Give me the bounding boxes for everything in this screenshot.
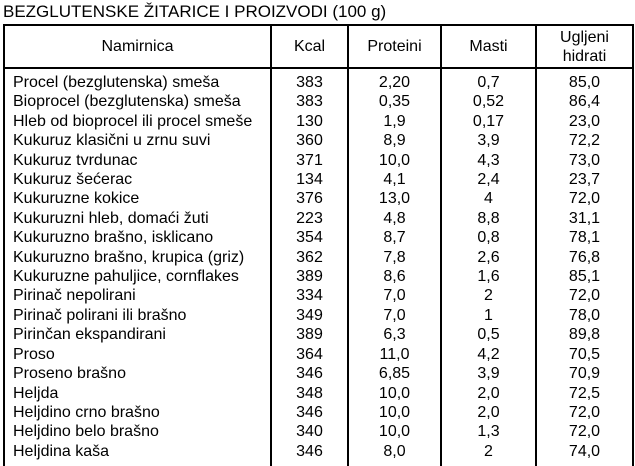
column-header-kcal: Kcal xyxy=(271,25,348,68)
cell-ugljeni-hidrati: 73,0 xyxy=(536,151,633,170)
cell-masti: 1 xyxy=(441,306,536,325)
cell-proteini: 6,85 xyxy=(348,364,441,383)
cell-masti: 2,0 xyxy=(441,403,536,422)
cell-proteini: 2,20 xyxy=(348,68,441,92)
cell-proteini: 8,7 xyxy=(348,228,441,247)
cell-masti: 0,17 xyxy=(441,112,536,131)
cell-ugljeni-hidrati: 70,5 xyxy=(536,345,633,364)
cell-proteini: 6,3 xyxy=(348,325,441,344)
cell-kcal: 223 xyxy=(271,209,348,228)
page-title: BEZGLUTENSKE ŽITARICE I PROIZVODI (100 g) xyxy=(3,2,387,21)
cell-kcal: 354 xyxy=(271,228,348,247)
cell-ugljeni-hidrati: 72,0 xyxy=(536,286,633,305)
cell-masti: 4,3 xyxy=(441,151,536,170)
cell-kcal: 334 xyxy=(271,286,348,305)
cell-masti: 3,9 xyxy=(441,364,536,383)
column-header-ugljeni-hidrati-label: Ugljeni hidrati xyxy=(560,28,609,65)
cell-name: Hleb od bioprocel ili procel smeše xyxy=(4,112,271,131)
cell-ugljeni-hidrati: 74,0 xyxy=(536,442,633,466)
table-row xyxy=(4,325,633,344)
cell-kcal: 340 xyxy=(271,422,348,441)
cell-masti: 2 xyxy=(441,286,536,305)
cell-kcal: 348 xyxy=(271,384,348,403)
cell-name: Pirinčan ekspandirani xyxy=(4,325,271,344)
cell-ugljeni-hidrati: 72,5 xyxy=(536,384,633,403)
cell-kcal: 134 xyxy=(271,170,348,189)
cell-proteini: 0,35 xyxy=(348,92,441,111)
cell-kcal: 362 xyxy=(271,248,348,267)
table-row xyxy=(4,92,633,111)
cell-proteini: 8,9 xyxy=(348,131,441,150)
cell-proteini: 10,0 xyxy=(348,422,441,441)
cell-name: Proseno brašno xyxy=(4,364,271,383)
cell-masti: 0,5 xyxy=(441,325,536,344)
cell-ugljeni-hidrati: 78,0 xyxy=(536,306,633,325)
table-row xyxy=(4,112,633,131)
cell-name: Heljdino crno brašno xyxy=(4,403,271,422)
column-header-namirnica: Namirnica xyxy=(4,25,271,68)
nutrition-table xyxy=(3,24,634,466)
cell-proteini: 10,0 xyxy=(348,384,441,403)
table-row xyxy=(4,364,633,383)
table-row xyxy=(4,131,633,150)
cell-masti: 3,9 xyxy=(441,131,536,150)
cell-proteini: 7,8 xyxy=(348,248,441,267)
cell-proteini: 8,0 xyxy=(348,442,441,466)
cell-ugljeni-hidrati: 23,0 xyxy=(536,112,633,131)
table-row xyxy=(4,68,633,92)
cell-ugljeni-hidrati: 72,0 xyxy=(536,403,633,422)
cell-name: Heljdina kaša xyxy=(4,442,271,466)
cell-kcal: 349 xyxy=(271,306,348,325)
table-row xyxy=(4,384,633,403)
cell-name: Kukuruz klasični u zrnu suvi xyxy=(4,131,271,150)
cell-proteini: 8,6 xyxy=(348,267,441,286)
cell-proteini: 11,0 xyxy=(348,345,441,364)
cell-masti: 2,0 xyxy=(441,384,536,403)
cell-proteini: 4,8 xyxy=(348,209,441,228)
column-header-proteini: Proteini xyxy=(348,25,441,68)
cell-masti: 0,7 xyxy=(441,68,536,92)
cell-name: Pirinač polirani ili brašno xyxy=(4,306,271,325)
cell-proteini: 1,9 xyxy=(348,112,441,131)
cell-kcal: 371 xyxy=(271,151,348,170)
table-body xyxy=(4,68,633,466)
cell-proteini: 13,0 xyxy=(348,189,441,208)
cell-kcal: 360 xyxy=(271,131,348,150)
cell-masti: 2 xyxy=(441,442,536,466)
cell-name: Bioprocel (bezglutenska) smeša xyxy=(4,92,271,111)
cell-ugljeni-hidrati: 85,0 xyxy=(536,68,633,92)
cell-ugljeni-hidrati: 72,2 xyxy=(536,131,633,150)
cell-ugljeni-hidrati: 72,0 xyxy=(536,422,633,441)
cell-ugljeni-hidrati: 70,9 xyxy=(536,364,633,383)
cell-masti: 4 xyxy=(441,189,536,208)
cell-proteini: 10,0 xyxy=(348,151,441,170)
cell-name: Heljdino belo brašno xyxy=(4,422,271,441)
cell-proteini: 7,0 xyxy=(348,286,441,305)
table-row xyxy=(4,267,633,286)
table-row xyxy=(4,422,633,441)
cell-kcal: 346 xyxy=(271,364,348,383)
cell-proteini: 10,0 xyxy=(348,403,441,422)
cell-kcal: 383 xyxy=(271,68,348,92)
cell-kcal: 346 xyxy=(271,403,348,422)
cell-name: Kukuruzne kokice xyxy=(4,189,271,208)
cell-masti: 0,52 xyxy=(441,92,536,111)
table-row xyxy=(4,228,633,247)
table-row xyxy=(4,403,633,422)
header-row xyxy=(4,25,633,68)
cell-name: Kukuruzno brašno, krupica (griz) xyxy=(4,248,271,267)
column-header-masti: Masti xyxy=(441,25,536,68)
cell-masti: 4,2 xyxy=(441,345,536,364)
cell-name: Kukuruzno brašno, isklicano xyxy=(4,228,271,247)
cell-kcal: 389 xyxy=(271,267,348,286)
table-row xyxy=(4,286,633,305)
table-row xyxy=(4,248,633,267)
cell-name: Proso xyxy=(4,345,271,364)
cell-masti: 8,8 xyxy=(441,209,536,228)
cell-ugljeni-hidrati: 23,7 xyxy=(536,170,633,189)
cell-name: Kukuruzne pahuljice, cornflakes xyxy=(4,267,271,286)
cell-masti: 2,4 xyxy=(441,170,536,189)
cell-name: Kukuruzni hleb, domaći žuti xyxy=(4,209,271,228)
table-row xyxy=(4,442,633,466)
cell-masti: 0,8 xyxy=(441,228,536,247)
cell-masti: 1,3 xyxy=(441,422,536,441)
cell-ugljeni-hidrati: 89,8 xyxy=(536,325,633,344)
table-row xyxy=(4,189,633,208)
cell-kcal: 130 xyxy=(271,112,348,131)
cell-ugljeni-hidrati: 72,0 xyxy=(536,189,633,208)
cell-kcal: 383 xyxy=(271,92,348,111)
table-row xyxy=(4,306,633,325)
cell-ugljeni-hidrati: 31,1 xyxy=(536,209,633,228)
cell-name: Kukuruz tvrdunac xyxy=(4,151,271,170)
cell-ugljeni-hidrati: 78,1 xyxy=(536,228,633,247)
cell-name: Pirinač nepolirani xyxy=(4,286,271,305)
cell-kcal: 364 xyxy=(271,345,348,364)
cell-name: Kukuruz šećerac xyxy=(4,170,271,189)
cell-kcal: 376 xyxy=(271,189,348,208)
cell-name: Heljda xyxy=(4,384,271,403)
cell-masti: 1,6 xyxy=(441,267,536,286)
cell-masti: 2,6 xyxy=(441,248,536,267)
cell-proteini: 4,1 xyxy=(348,170,441,189)
cell-kcal: 346 xyxy=(271,442,348,466)
table-row xyxy=(4,209,633,228)
cell-ugljeni-hidrati: 86,4 xyxy=(536,92,633,111)
column-header-ugljeni-hidrati xyxy=(536,25,633,68)
cell-ugljeni-hidrati: 85,1 xyxy=(536,267,633,286)
cell-kcal: 389 xyxy=(271,325,348,344)
table-row xyxy=(4,151,633,170)
cell-proteini: 7,0 xyxy=(348,306,441,325)
cell-name: Procel (bezglutenska) smeša xyxy=(4,68,271,92)
table-row xyxy=(4,170,633,189)
table-row xyxy=(4,345,633,364)
cell-ugljeni-hidrati: 76,8 xyxy=(536,248,633,267)
